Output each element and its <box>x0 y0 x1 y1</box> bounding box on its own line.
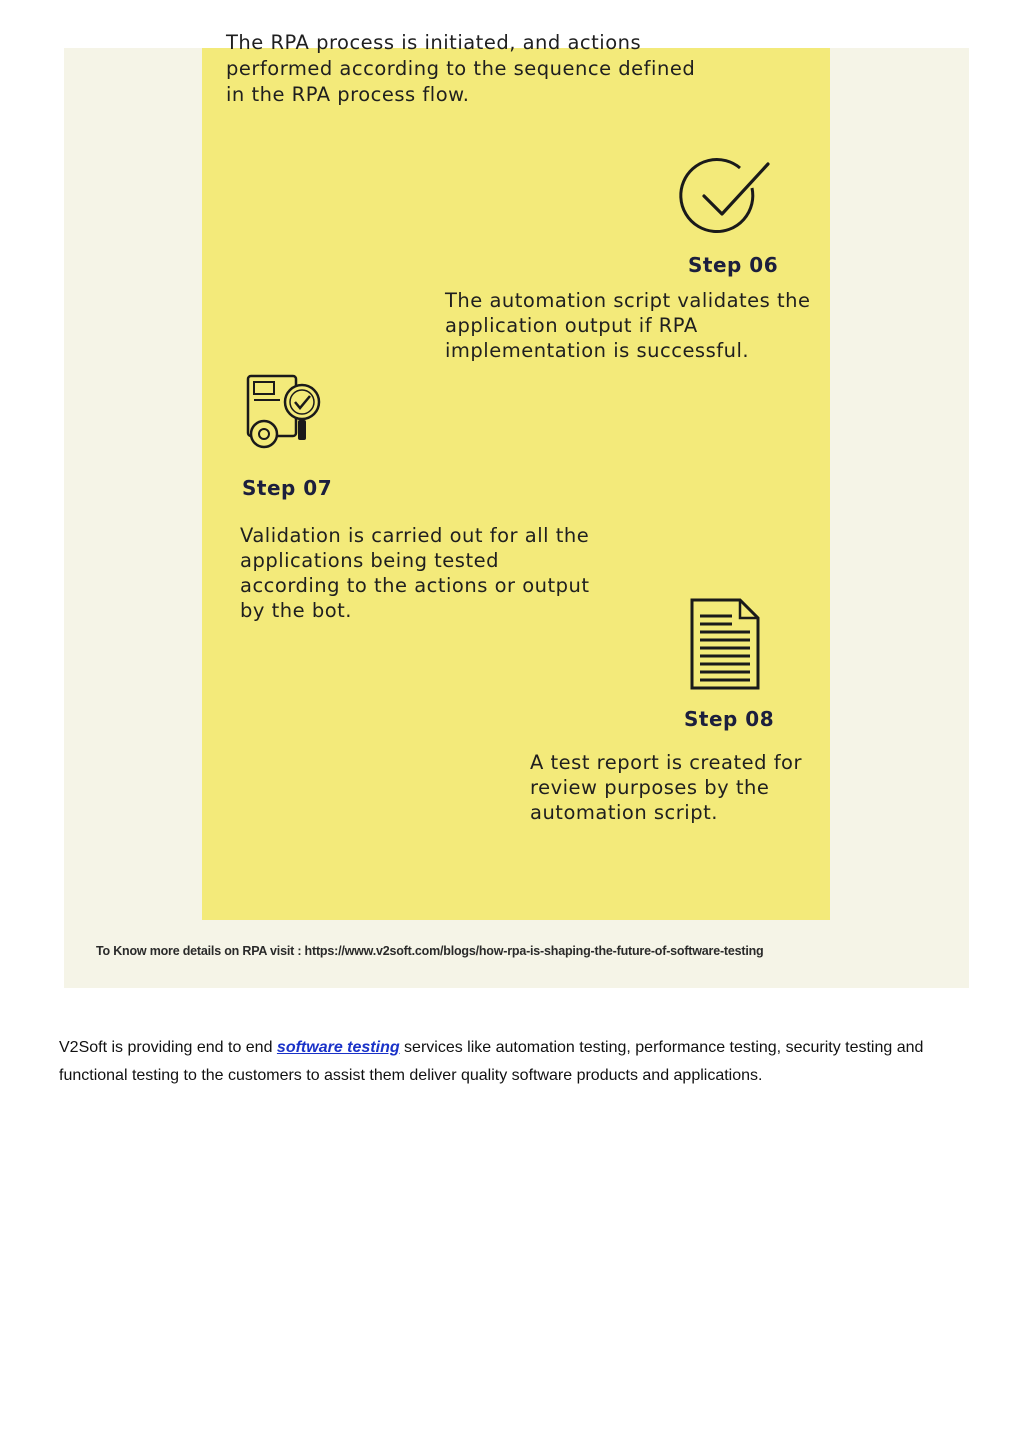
paragraph-text-start: V2Soft is providing end to end <box>59 1039 277 1056</box>
step-06-label: Step 06 <box>688 253 779 277</box>
body-paragraph <box>59 1034 964 1090</box>
step-07-text: Validation is carried out for all the applications being tested according to the actions or output by the bot. <box>240 524 590 622</box>
step-08-text: A test report is created for review purposes by the automation script. <box>530 751 803 824</box>
step-08-label: Step 08 <box>684 707 775 731</box>
document-icon <box>690 598 760 690</box>
infographic-image <box>64 31 969 988</box>
checkmark-circle-icon <box>682 158 774 242</box>
footer-note: To Know more details on RPA visit : https://www.v2soft.com/blogs/how-rpa-is-shaping-the-future-of-software-testing <box>96 944 764 958</box>
intro-text: The RPA process is initiated, and actions performed according to the sequence defined in the RPA process flow. <box>226 31 696 106</box>
gear-magnifier-check-icon <box>240 374 330 458</box>
yellow-panel <box>202 31 830 920</box>
paragraph-text-end: services like automation testing, performance testing, security testing and functional testing to the customers to assist them deliver quality software products and applications. <box>59 1039 924 1084</box>
step-07-label: Step 07 <box>242 476 333 500</box>
software-testing-link[interactable]: software testing <box>276 1039 400 1056</box>
step-06-text: The automation script validates the application output if RPA implementation is successful. <box>445 289 811 362</box>
